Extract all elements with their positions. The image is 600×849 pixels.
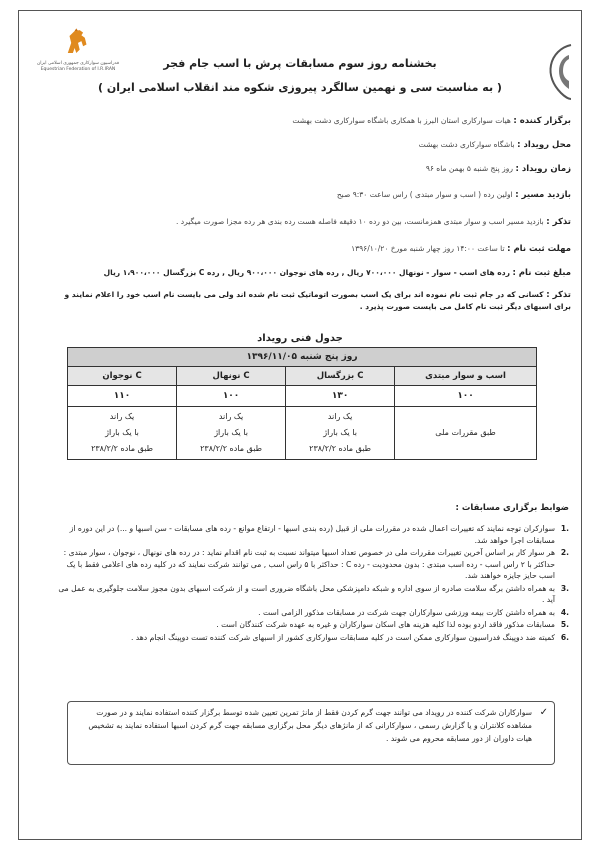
field-value: اولین رده ( اسب و سوار مبتدی ) راس ساعت ۹:۳۰ صبح <box>336 190 513 199</box>
field-registration-fee <box>49 267 571 279</box>
rule-text: مسابقات مذکور فاقد اردو بوده لذا کلیه هزینه های اسکان سوارکاران و غیره به عهده شرکت کنندگان است . <box>216 620 555 629</box>
warmup-note-box <box>67 701 555 765</box>
detail-line: با یک باراژ <box>214 428 248 437</box>
field-label: بازدید مسیر : <box>515 190 571 200</box>
field-value: کسانی که در جام ثبت نام نموده اند برای یک اسب بصورت اتوماتیک ثبت نام شده اند ولی می بایست نام اسب خود را اعلام نمایند و برای اسبهای دیگر ثبت نام کامل می بایست صورت پذیرد . <box>64 290 571 311</box>
logo-caption-fa: فدراسیون سوارکاری جمهوری اسلامی ایران <box>36 61 120 66</box>
detail-line: طبق ماده ۲۳۸/۲/۲ <box>309 444 372 453</box>
rule-item <box>53 619 569 631</box>
field-course-walk <box>49 189 571 201</box>
table-row-height <box>68 386 537 407</box>
detail-line: با یک باراژ <box>105 428 139 437</box>
rules-title: ضوابط برگزاری مسابقات : <box>455 503 569 513</box>
height-cell: ۱۰۰ <box>395 386 537 407</box>
height-cell: ۱۰۰ <box>177 386 286 407</box>
field-organizer <box>49 115 571 127</box>
rule-text: کمیته ضد دوپینگ فدراسیون سوارکاری ممکن است در کلیه مسابقات سوارکاری کشور از اسبهای شرکت کننده تست دوپینگ انجام دهد . <box>130 632 555 642</box>
rule-text: به همراه داشتن کارت بیمه ورزشی سوارکاران جهت شرکت در مسابقات مذکور الزامی است . <box>258 607 555 617</box>
table-header-row <box>68 367 537 386</box>
rule-text: سوارکران توجه نمایند که تغییرات اعمال شده در مقررات ملی از قبیل (رده بندی اسبها - ارتفاع موانع - رده های مسابقات - سن اسبها و ...) در این دوره از مسابقات اجرا خواهد شد. <box>69 524 555 545</box>
checkmark-icon: ✓ <box>539 707 548 718</box>
field-note-1 <box>49 216 571 228</box>
detail-cell <box>68 407 177 460</box>
field-value: رده های اسب - سوار - نونهال ۷۰۰،۰۰۰ ریال , رده های نوجوان ۹۰۰،۰۰۰ ریال , رده C بزرگسال ۱،۹۰۰،۰۰۰ ریال <box>103 268 510 277</box>
table-row-details <box>68 407 537 460</box>
detail-line: با یک باراژ <box>323 428 357 437</box>
field-value: بازدید مسیر اسب و سوار مبتدی همزمانست، بین دو رده ۱۰ دقیقه فاصله هست رده بندی هر رده مجزا صورت میگیرد . <box>176 217 544 226</box>
detail-cell <box>395 407 537 460</box>
table-caption: جدول فنی رویداد <box>257 333 343 344</box>
rule-item <box>53 523 569 546</box>
height-cell: ۱۳۰ <box>286 386 395 407</box>
field-label: تذکر : <box>546 290 571 300</box>
field-note-2 <box>49 289 571 313</box>
rule-number: .4 <box>560 607 569 617</box>
detail-line: طبق ماده ۲۳۸/۲/۲ <box>91 444 153 453</box>
detail-line: طبق مقررات ملی <box>435 428 496 437</box>
field-date <box>49 163 571 175</box>
technical-table <box>67 347 537 460</box>
field-value: روز پنج شنبه ۵ بهمن ماه ۹۶ <box>425 164 513 173</box>
rule-text: هر سوار کار بر اساس آخرین تغییرات مقررات ملی در خصوص تعداد اسبها میتواند نسبت به ثبت نام اقدام نماید : در رده های نونهال ، نوجوان ، سوار مبتدی : حداکثر با ۲ راس اسب - رده اسب مبتدی : بدون محدودیت - رده C : حداکثر با ۵ راس اسب , می توانند شرکت نمایند که در کلیه رده های اعلامی فقط با یک اسب حایز جایزه خواهند شد. <box>63 548 555 580</box>
rules-list <box>53 523 569 644</box>
document-subtitle: ( به مناسبت سی و نهمین سالگرد پیروزی شکوه مند انقلاب اسلامی ایران ) <box>98 81 502 94</box>
field-value: هیات سوارکاری استان البرز با همکاری باشگاه سوارکاری دشت بهشت <box>292 116 511 125</box>
field-label: محل رویداد : <box>517 140 571 150</box>
rule-item <box>53 607 569 619</box>
rule-number: .1 <box>560 524 569 533</box>
rule-number: .2 <box>560 548 569 557</box>
rule-number: .6 <box>560 632 569 642</box>
detail-line: طبق ماده ۲۳۸/۲/۲ <box>200 444 262 453</box>
rule-item <box>53 632 569 644</box>
note-text: سوارکاران شرکت کننده در رویداد می توانند جهت گرم کردن فقط از مانژ تمرین تعیین شده توسط برگزار کننده استفاده نمایند و در صورت مشاهده کلانتران و یا گزارش رسمی ، سوارکارانی که از مانژهای دیگر محل برگزاری مسابقه جهت گرم کردن اسبها استفاده نمایند به تشخیص هیات داوران از دور مسابقه محروم می شوند . <box>88 708 532 743</box>
rule-number: .5 <box>560 620 569 629</box>
field-label: تذکر : <box>546 217 571 227</box>
rule-number: .3 <box>560 583 569 593</box>
rule-item <box>53 583 569 606</box>
field-value: باشگاه سوارکاری دشت بهشت <box>418 140 515 149</box>
document-page <box>18 10 582 840</box>
detail-cell <box>177 407 286 460</box>
detail-line: یک راند <box>109 412 135 421</box>
field-value: تا ساعت ۱۴:۰۰ روز چهار شنبه مورخ ۱۳۹۶/۱۰/۲۰ <box>351 244 505 253</box>
document-title: بخشنامه روز سوم مسابقات پرش با اسب جام فجر <box>163 57 437 70</box>
field-label: زمان رویداد : <box>515 164 571 174</box>
field-label: برگزار کننده : <box>513 116 571 126</box>
field-registration-deadline <box>49 243 571 255</box>
rule-text: به همراه داشتن برگه سلامت صادره از سوی اداره و شبکه دامپزشکی محل باشگاه ضروری است و از شرکت اسبهای بدون مجوز سلامت جلوگیری به عمل می آید . <box>58 583 555 604</box>
col-header: اسب و سوار مبتدی <box>395 367 537 386</box>
field-venue <box>49 139 571 151</box>
field-label: مهلت ثبت نام : <box>507 244 571 254</box>
col-header: C نوجوان <box>68 367 177 386</box>
logo-caption-en: Equestrian Federation of I.R.IRAN <box>40 67 116 72</box>
detail-line: یک راند <box>327 412 353 421</box>
field-label: مبلغ ثبت نام : <box>512 268 571 278</box>
height-cell: ۱۱۰ <box>68 386 177 407</box>
rule-item <box>53 547 569 582</box>
col-header: C نونهال <box>177 367 286 386</box>
detail-line: یک راند <box>218 412 244 421</box>
horse-logo-icon <box>61 27 95 57</box>
detail-cell <box>286 407 395 460</box>
table-date: روز پنج شنبه ۱۳۹۶/۱۱/۰۵ <box>68 348 537 367</box>
col-header: C بزرگسال <box>286 367 395 386</box>
